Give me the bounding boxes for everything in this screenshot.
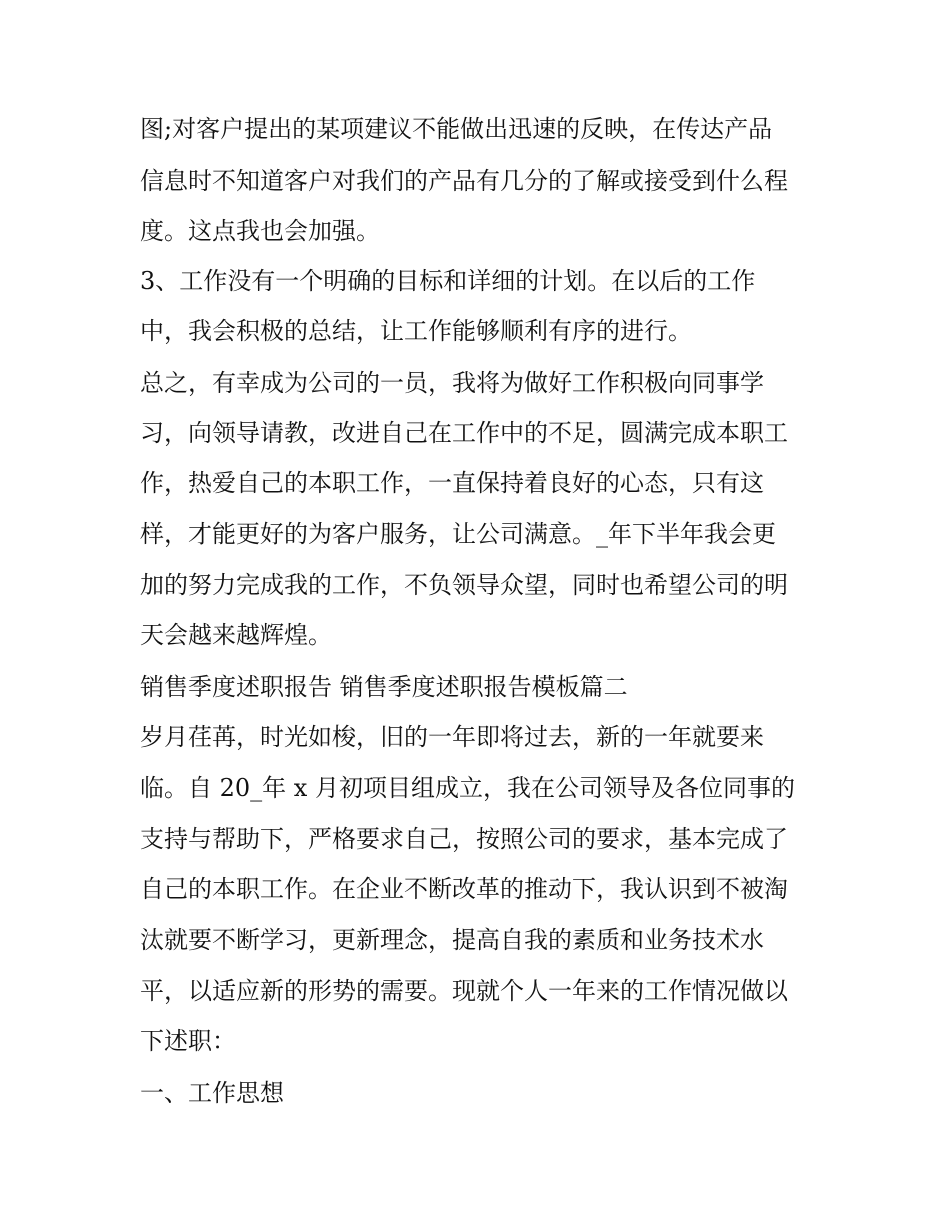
text-line: 支持与帮助下，严格要求自己，按照公司的要求，基本完成了 (140, 825, 788, 853)
text-line: 中，我会积极的总结，让工作能够顺利有序的进行。 (140, 317, 692, 345)
text-line: 自己的本职工作。在企业不断改革的推动下，我认识到不被淘 (140, 875, 788, 903)
text-line: 汰就要不断学习，更新理念，提高自我的素质和业务技术水 (140, 926, 764, 954)
text-line: 信息时不知道客户对我们的产品有几分的了解或接受到什么程 (140, 167, 788, 195)
text-line: 下述职： (140, 1027, 236, 1055)
text-line: 加的努力完成我的工作，不负领导众望，同时也希望公司的明 (140, 571, 788, 599)
text-line: 图;对客户提出的某项建议不能做出迅速的反映，在传达产品 (140, 115, 773, 143)
text-line: 总之，有幸成为公司的一员，我将为做好工作积极向同事学 (140, 369, 764, 397)
text-line: 样，才能更好的为客户服务，让公司满意。_年下半年我会更 (140, 520, 776, 548)
text-line: 临。自 20_年 x 月初项目组成立，我在公司领导及各位同事的 (140, 774, 795, 802)
text-line: 岁月荏苒，时光如梭，旧的一年即将过去，新的一年就要来 (140, 723, 764, 751)
text-line: 习，向领导请教，改进自己在工作中的不足，圆满完成本职工 (140, 419, 788, 447)
text-line: 天会越来越辉煌。 (140, 621, 332, 649)
text-line: 平，以适应新的形势的需要。现就个人一年来的工作情况做以 (140, 977, 788, 1005)
section-heading: 销售季度述职报告 销售季度述职报告模板篇二 (140, 673, 628, 701)
text-line: 度。这点我也会加强。 (140, 217, 380, 245)
subsection-heading: 一、工作思想 (140, 1079, 284, 1107)
text-line: 作，热爱自己的本职工作，一直保持着良好的心态，只有这 (140, 469, 764, 497)
numbered-item: 3、工作没有一个明确的目标和详细的计划。在以后的工作 (140, 267, 756, 295)
